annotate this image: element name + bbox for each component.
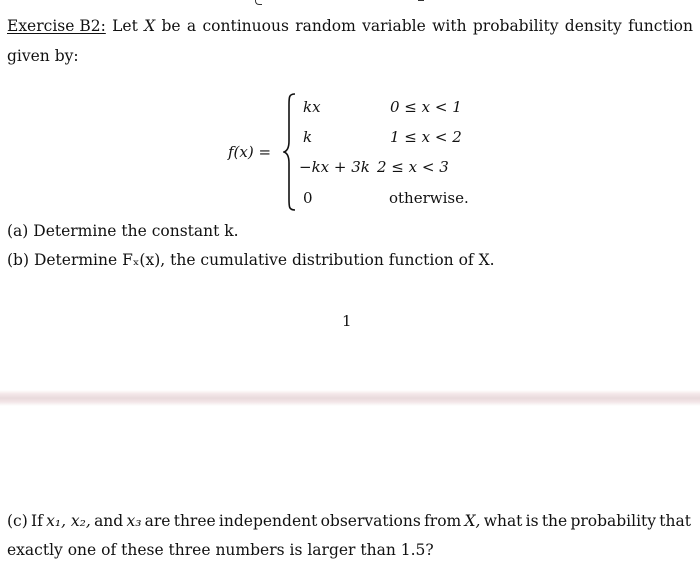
question-c-word: x₁, x₂, — [46, 512, 91, 530]
intro-word: probability — [472, 17, 559, 35]
intro-word: density — [564, 17, 622, 35]
page-number: 1 — [342, 312, 352, 330]
question-c-word: the — [541, 512, 568, 530]
intro-word: be — [161, 17, 181, 35]
intro-word: random — [295, 17, 356, 35]
intro-word: a — [186, 17, 197, 35]
cropped-formula-fragment — [418, 0, 424, 4]
left-brace-icon — [283, 93, 297, 211]
case-4-expr: 0 — [303, 189, 313, 207]
exercise-label: Exercise B2: — [7, 17, 106, 35]
pdf-lhs: f(x) = — [228, 143, 272, 161]
case-3-expr: −kx + 3k — [299, 158, 370, 176]
intro-word: variable — [362, 17, 426, 35]
question-c-word: from — [424, 512, 462, 530]
case-2-cond: 1 ≤ x < 2 — [390, 128, 462, 146]
case-1-cond: 0 ≤ x < 1 — [390, 98, 462, 116]
question-c-word: are — [144, 512, 171, 530]
question-b: (b) Determine Fₓ(x), the cumulative distribution function of X. — [7, 251, 495, 269]
variable-x: X — [144, 17, 156, 35]
question-c-line-1 — [7, 512, 691, 530]
intro-word: continuous — [202, 17, 289, 35]
case-2-expr: k — [303, 128, 313, 146]
question-c-word: three — [173, 512, 216, 530]
intro-line-2: given by: — [7, 47, 79, 65]
question-c-word: independent — [218, 512, 318, 530]
question-c-word: X, — [464, 512, 481, 530]
question-c-word: probability — [570, 512, 657, 530]
question-c-line-2: exactly one of these three numbers is larger than 1.5? — [7, 541, 434, 559]
question-a: (a) Determine the constant k. — [7, 222, 239, 240]
question-c-word: and — [94, 512, 124, 530]
question-c-word: x₃ — [126, 512, 142, 530]
page-divider — [0, 390, 700, 406]
intro-word: function — [628, 17, 693, 35]
question-c-word: is — [525, 512, 539, 530]
intro-line-1 — [7, 17, 693, 35]
cropped-formula-fragment — [255, 0, 262, 5]
intro-word: with — [432, 17, 467, 35]
case-4-cond: otherwise. — [389, 189, 469, 207]
question-c-word: that — [659, 512, 691, 530]
intro-word: Let — [112, 17, 138, 35]
case-3-cond: 2 ≤ x < 3 — [377, 158, 449, 176]
question-c-word: (c) — [7, 512, 28, 530]
question-c-word: observations — [320, 512, 421, 530]
question-c-word: If — [31, 512, 43, 530]
question-c-word: what — [483, 512, 523, 530]
case-1-expr: kx — [303, 98, 321, 116]
